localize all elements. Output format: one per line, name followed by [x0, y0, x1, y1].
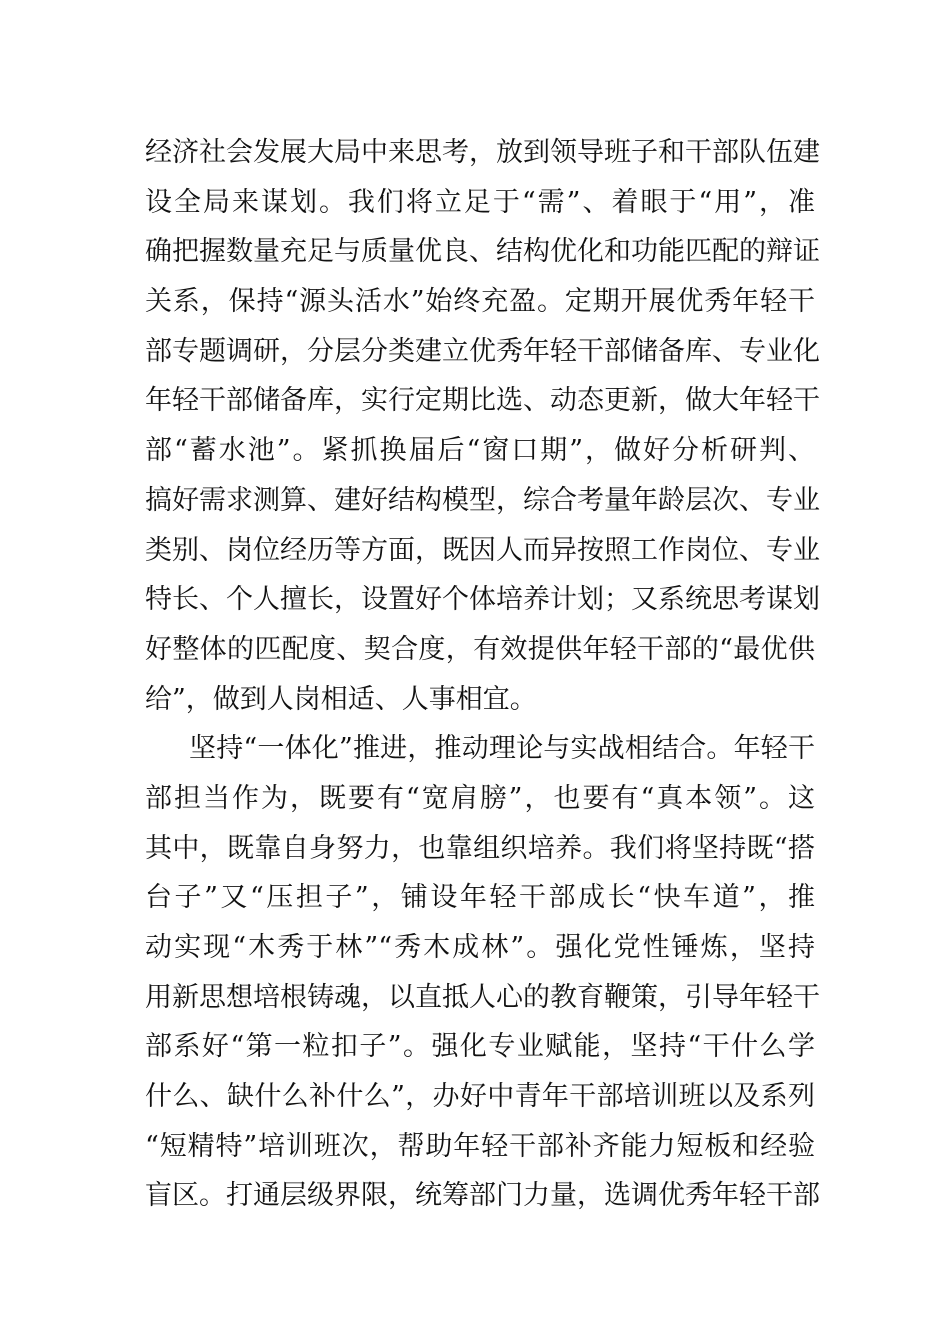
text-line: 部专题调研，分层分类建立优秀年轻干部储备库、专业化: [145, 335, 820, 367]
text-line: 设全局来谋划。我们将立足于“需”、着眼于“用”，准: [145, 186, 815, 218]
text-line: 经济社会发展大局中来思考，放到领导班子和干部队伍建: [145, 137, 820, 168]
text-line: 其中，既靠自身努力，也靠组织培养。我们将坚持既“搭: [145, 832, 815, 864]
text-line: 好整体的匹配度、契合度，有效提供年轻干部的“最优供: [145, 633, 815, 665]
text-line: 部“蓄水池”。紧抓换届后“窗口期”，做好分析研判、: [145, 435, 815, 467]
text-line: 部系好“第一粒扣子”。强化专业赋能，坚持“干什么学: [145, 1031, 815, 1063]
text-line: “短精特”培训班次，帮助年轻干部补齐能力短板和经验: [145, 1130, 815, 1162]
text-line: 什么、缺什么补什么”，办好中青年干部培训班以及系列: [145, 1081, 815, 1113]
text-line: 动实现“木秀于林”“秀木成林”。强化党性锤炼，坚持: [145, 932, 815, 963]
text-line: 搞好需求测算、建好结构模型，综合考量年龄层次、专业: [145, 484, 820, 516]
text-line: 确把握数量充足与质量优良、结构优化和功能匹配的辩证: [145, 236, 820, 268]
text-line: 盲区。打通层级界限，统筹部门力量，选调优秀年轻干部: [145, 1180, 820, 1212]
body-text: [145, 128, 820, 1221]
text-line: 年轻干部储备库，实行定期比选、动态更新，做大年轻干: [145, 385, 820, 417]
paragraph-2: [145, 724, 820, 1221]
text-line: 坚持“一体化”推进，推动理论与实战相结合。年轻干: [189, 733, 815, 765]
text-line: 台子”又“压担子”，铺设年轻干部成长“快车道”，推: [145, 882, 815, 914]
text-line: 用新思想培根铸魂，以直抵人心的教育鞭策，引导年轻干: [145, 981, 820, 1013]
text-line: 类别、岗位经历等方面，既因人而异按照工作岗位、专业: [145, 534, 820, 566]
paragraph-1: [145, 128, 820, 724]
text-line: 部担当作为，既要有“宽肩膀”，也要有“真本领”。这: [145, 782, 815, 814]
text-line: 给”，做到人岗相适、人事相宜。: [145, 683, 537, 715]
text-line: 关系，保持“源头活水”始终充盈。定期开展优秀年轻干: [145, 286, 815, 318]
text-line: 特长、个人擅长，设置好个体培养计划；又系统思考谋划: [145, 584, 820, 616]
